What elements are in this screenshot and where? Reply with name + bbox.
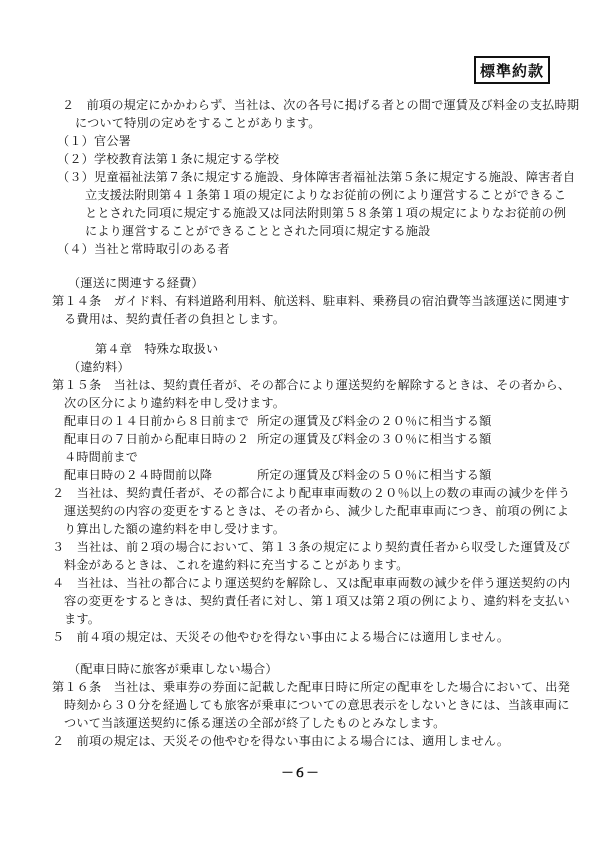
fee-period: 配車日の７日前から配車日時の２	[64, 432, 250, 446]
fee-period: 配車日の１４日前から８日前まで	[64, 414, 250, 428]
text-line: り算出した額の違約料を申し受けます。	[64, 522, 286, 536]
text-line: 第１５条 当社は、契約責任者が、その都合により運送契約を解除するときは、その者から、	[52, 378, 571, 392]
text-line: （３）児童福祉法第７条に規定する施設、身体障害者福祉法第５条に規定する施設、障害者自	[57, 170, 576, 184]
text-line: 立支援法附則第４１条第１項の規定によりなお従前の例により運営することができるこ	[85, 188, 567, 202]
standard-terms-stamp: 標準約款	[474, 56, 550, 84]
text-line: ２ 前項の規定にかかわらず、当社は、次の各号に掲げる者との間で運賃及び料金の支払時期	[62, 98, 580, 112]
text-line: 第１６条 当社は、乗車券の券面に記載した配車日時に所定の配車をした場合において、出発	[52, 680, 570, 694]
fee-amount: 所定の運賃及び料金の５０％に相当する額	[257, 468, 492, 482]
text-line: ２ 前項の規定は、天災その他やむを得ない事由による場合には、適用しません。	[52, 734, 510, 748]
text-line: について特別の定めをすることがあります。	[75, 116, 321, 130]
section-heading: （配車日時に旅客が乗車しない場合）	[68, 662, 278, 676]
text-line: （２）学校教育法第１条に規定する学校	[57, 152, 280, 166]
fee-period: 配車日時の２４時間前以降	[64, 468, 213, 482]
text-line: 第１４条 ガイド料、有料道路利用料、航送料、駐車料、乗務員の宿泊費等当該運送に関連す	[52, 294, 570, 308]
text-line: 次の区分により違約料を申し受けます。	[64, 396, 286, 410]
text-line: （１）官公署	[57, 134, 132, 148]
text-line: 料金があるときは、これを違約料に充当することがあります。	[64, 558, 409, 572]
text-line: 運送契約の内容の変更をするときは、その者から、減少した配車車両につき、前項の例によ	[64, 504, 570, 518]
fee-amount: 所定の運賃及び料金の３０％に相当する額	[257, 432, 492, 446]
text-line: ます。	[64, 612, 101, 626]
text-line: （４）当社と常時取引のある者	[57, 242, 230, 256]
text-line: る費用は、契約責任者の負担とします。	[64, 312, 286, 326]
page-number: －６－	[281, 765, 319, 780]
fee-period: ４時間前まで	[64, 450, 139, 464]
text-line: ５ 前４項の規定は、天災その他やむを得ない事由による場合には適用しません。	[52, 630, 510, 644]
text-line: ２ 当社は、契約責任者が、その都合により配車車両数の２０％以上の数の車両の減少を伴う	[52, 486, 571, 500]
section-heading: （違約料）	[68, 360, 130, 374]
section-heading: （運送に関連する経費）	[68, 276, 204, 290]
text-line: ４ 当社は、当社の都合により運送契約を解除し、又は配車車両数の減少を伴う運送契約の内	[52, 576, 571, 590]
text-line: により運営することができることとされた同項に規定する施設	[85, 224, 431, 238]
text-line: ととされた同項に規定する施設又は同法附則第５８条第１項の規定によりなお従前の例	[85, 206, 567, 220]
text-line: 容の変更をするときは、契約責任者に対し、第１項又は第２項の例により、違約料を支払い	[64, 594, 570, 608]
text-line: 時刻から３０分を経過しても旅客が乗車についての意思表示をしないときには、当該車両に	[64, 698, 570, 712]
text-line: ついて当該運送契約に係る運送の全部が終了したものとみなします。	[64, 716, 446, 730]
chapter-heading: 第４章 特殊な取扱い	[95, 342, 219, 356]
text-line: ３ 当社は、前２項の場合において、第１３条の規定により契約責任者から収受した運賃及び	[52, 540, 570, 554]
fee-amount: 所定の運賃及び料金の２０％に相当する額	[257, 414, 492, 428]
